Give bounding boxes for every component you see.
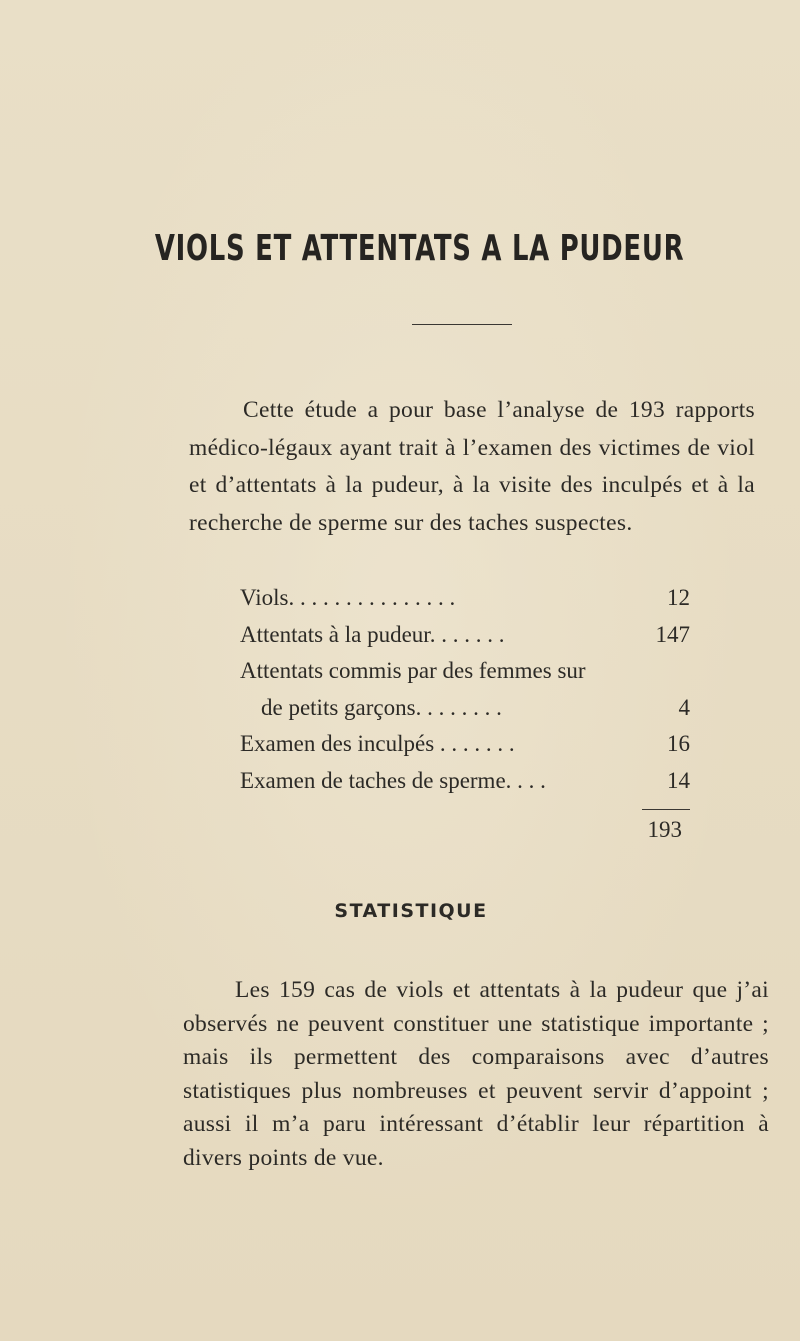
stats-row xyxy=(240,580,690,617)
stats-label: Examen de taches de sperme. . . . xyxy=(240,767,546,793)
stats-row xyxy=(240,726,690,763)
stats-value: 16 xyxy=(667,731,690,756)
stats-value: 4 xyxy=(678,694,690,720)
body-paragraph xyxy=(183,974,769,1175)
total-rule xyxy=(642,809,690,810)
stats-label: Viols. . . . . . . . . . . . . . . xyxy=(240,585,456,610)
stats-label: de petits garçons. . . . . . . . xyxy=(261,694,502,720)
stats-value: 12 xyxy=(667,585,690,610)
stats-value: 147 xyxy=(655,621,690,647)
stats-row xyxy=(240,763,690,800)
stats-row xyxy=(240,653,690,690)
title-divider xyxy=(412,324,512,325)
intro-paragraph xyxy=(189,392,755,542)
stats-table xyxy=(240,580,690,848)
stats-total: 193 xyxy=(647,817,682,842)
chapter-title: VIOLS ET ATTENTATS A LA PUDEUR xyxy=(154,228,685,269)
body-text: Les 159 cas de viols et attentats à la pudeur que j’ai observés ne peuvent constituer une statistique importante ; mais ils permettent des comparaisons avec d’autres statistiques plus nombreuses et peuvent servir d’appoint ; aussi il m’a paru intéressant d’établir leur répartition à divers points de vue. xyxy=(183,977,769,1171)
intro-text: Cette étude a pour base l’analyse de 193 rapports médico-légaux ayant trait à l’examen des victimes de viol et d’attentats à la pudeur, à la visite des inculpés et à la recherche de sperme sur des taches suspectes. xyxy=(189,397,755,536)
section-heading: STATISTIQUE xyxy=(334,900,488,922)
stats-label: Examen des inculpés . . . . . . . xyxy=(240,731,515,756)
stats-row xyxy=(240,617,690,654)
stats-label: Attentats commis par des femmes sur xyxy=(240,658,586,683)
stats-row xyxy=(240,690,690,727)
stats-value: 14 xyxy=(667,767,690,793)
stats-label: Attentats à la pudeur. . . . . . . xyxy=(240,621,505,647)
